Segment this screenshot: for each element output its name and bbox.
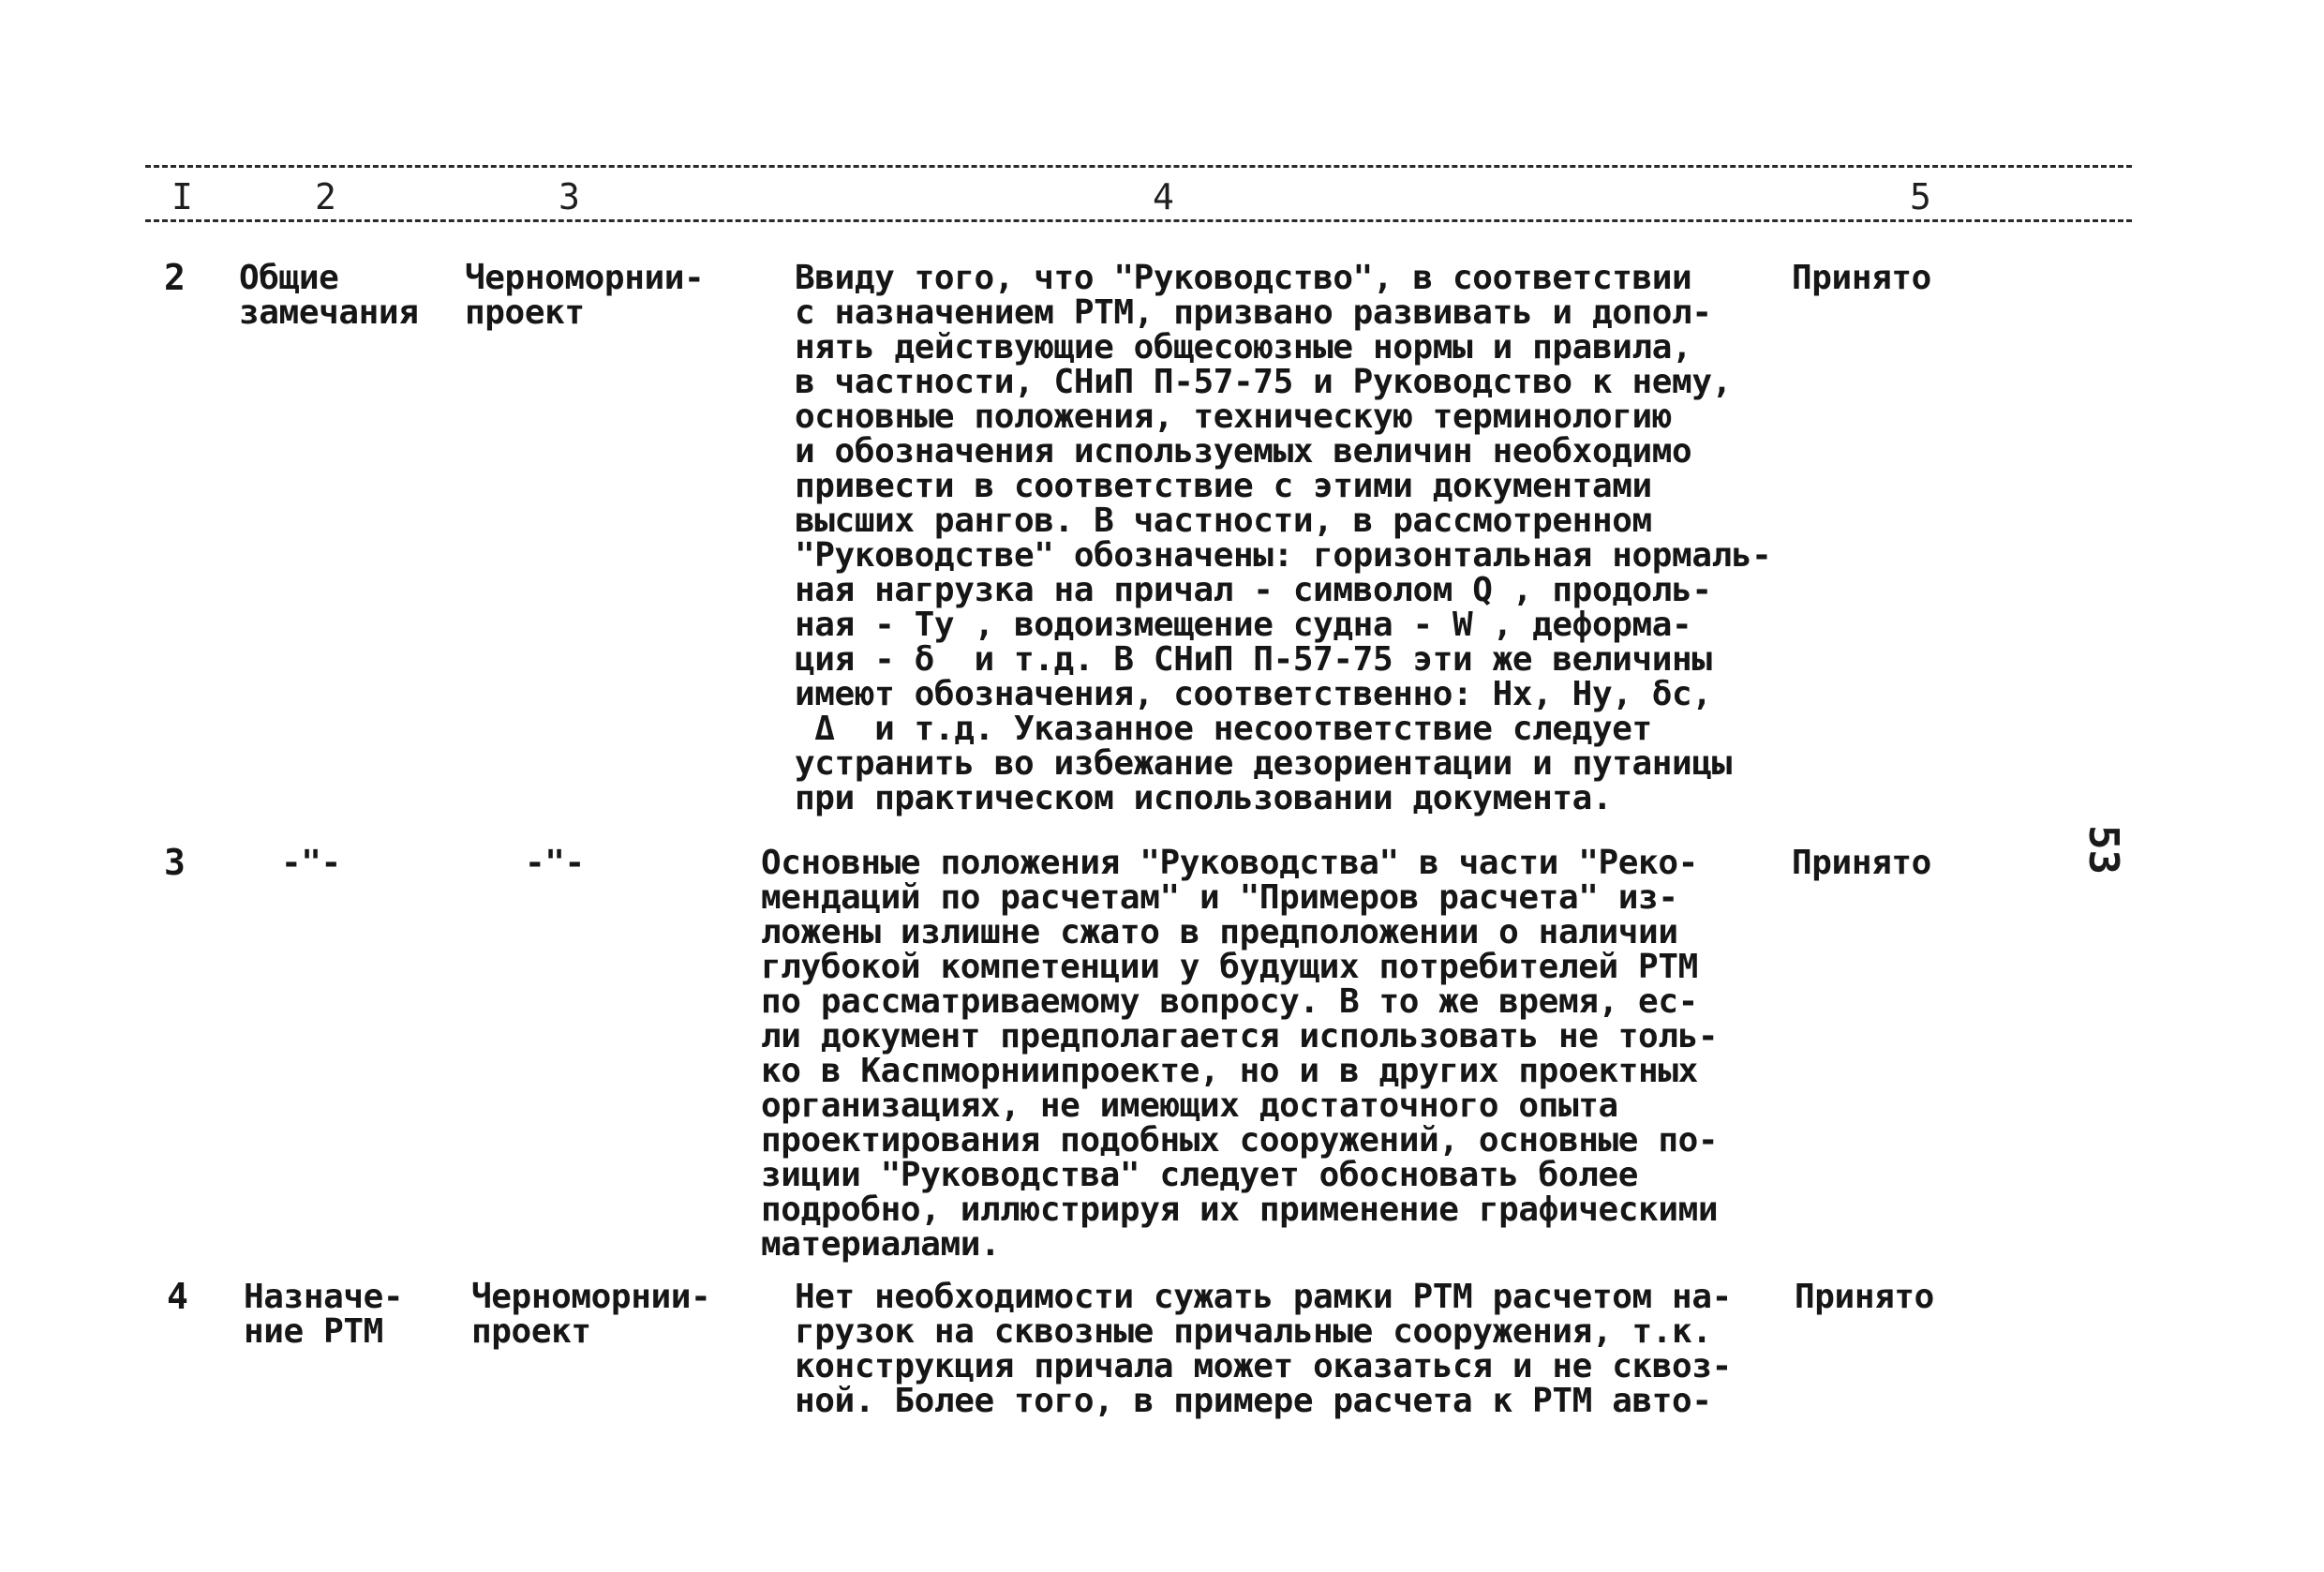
table-row-comment: Нет необходимости сужать рамки РТМ расчетом на- грузок на сквозные причальные сооружения, т.к. конструкция причала может оказаться и не сквоз- ной. Более того, в примере расчета к РТМ авто- [795,1278,1732,1420]
header-bottom-rule [145,219,2132,222]
table-row-organization: -"- [525,844,585,882]
column-header-5: 5 [1910,176,1931,217]
column-header-4: 4 [1153,176,1174,217]
table-row-decision: Принято [1792,844,1931,882]
table-row-organization: Черноморнии- проект [465,259,705,332]
table-row-organization: Черноморнии- проект [471,1278,711,1351]
table-row-decision: Принято [1792,259,1931,297]
table-row-number: 3 [164,842,186,883]
table-row-comment: Ввиду того, что "Руководство", в соответствии с назначением РТМ, призвано развивать и допол- нять действующие общесоюзные нормы и правила, в частности, СНиП П-57-75 и Руководство к нему, основные положения, техническую терминологию и обозначения используемых величин необходимо привести в соответствие с этими документами высших рангов. В частности, в рассмотренном "Руководстве" обозначены: горизонтальная нормаль- ная нагрузка на причал - символом Q , продоль- ная - Ty , водоизмещение судна - W , деформа- ция - δ и т.д. В СНиП П-57-75 эти же величины имеют обозначения, соответственно: Hx, Hy, δc, Δ и т.д. Указанное несоответствие следует устранить во избежание дезориентации и путаницы при практическом использовании документа. [795,259,1772,817]
page-number: 53 [2079,825,2127,875]
table-row-number: 4 [167,1276,188,1317]
table-row-decision: Принято [1795,1278,1934,1316]
header-top-rule [145,165,2132,168]
table-row-comment: Основные положения "Руководства" в части "Реко- мендаций по расчетам" и "Примеров расчета" из- ложены излишне сжато в предположении о наличии глубокой компетенции у будущих потребителей РТМ по рассматриваемому вопросу. В то же время, ес- ли документ предполагается использовать не толь- ко в Каспморниипроекте, но и в других проектных организациях, не имеющих достаточного опыта проектирования подобных сооружений, основные по- зиции "Руководства" следует обосновать более подробно, иллюстрируя их применение графическими материалами. [761,844,1719,1264]
table-row-section: Общие замечания [239,259,419,332]
column-header-2: 2 [315,176,336,217]
table-row-section: Назначе- ние РТМ [244,1278,404,1351]
table-row-number: 2 [164,257,186,298]
column-header-3: 3 [559,176,580,217]
table-row-section: -"- [281,844,341,882]
column-header-1: I [171,176,193,217]
